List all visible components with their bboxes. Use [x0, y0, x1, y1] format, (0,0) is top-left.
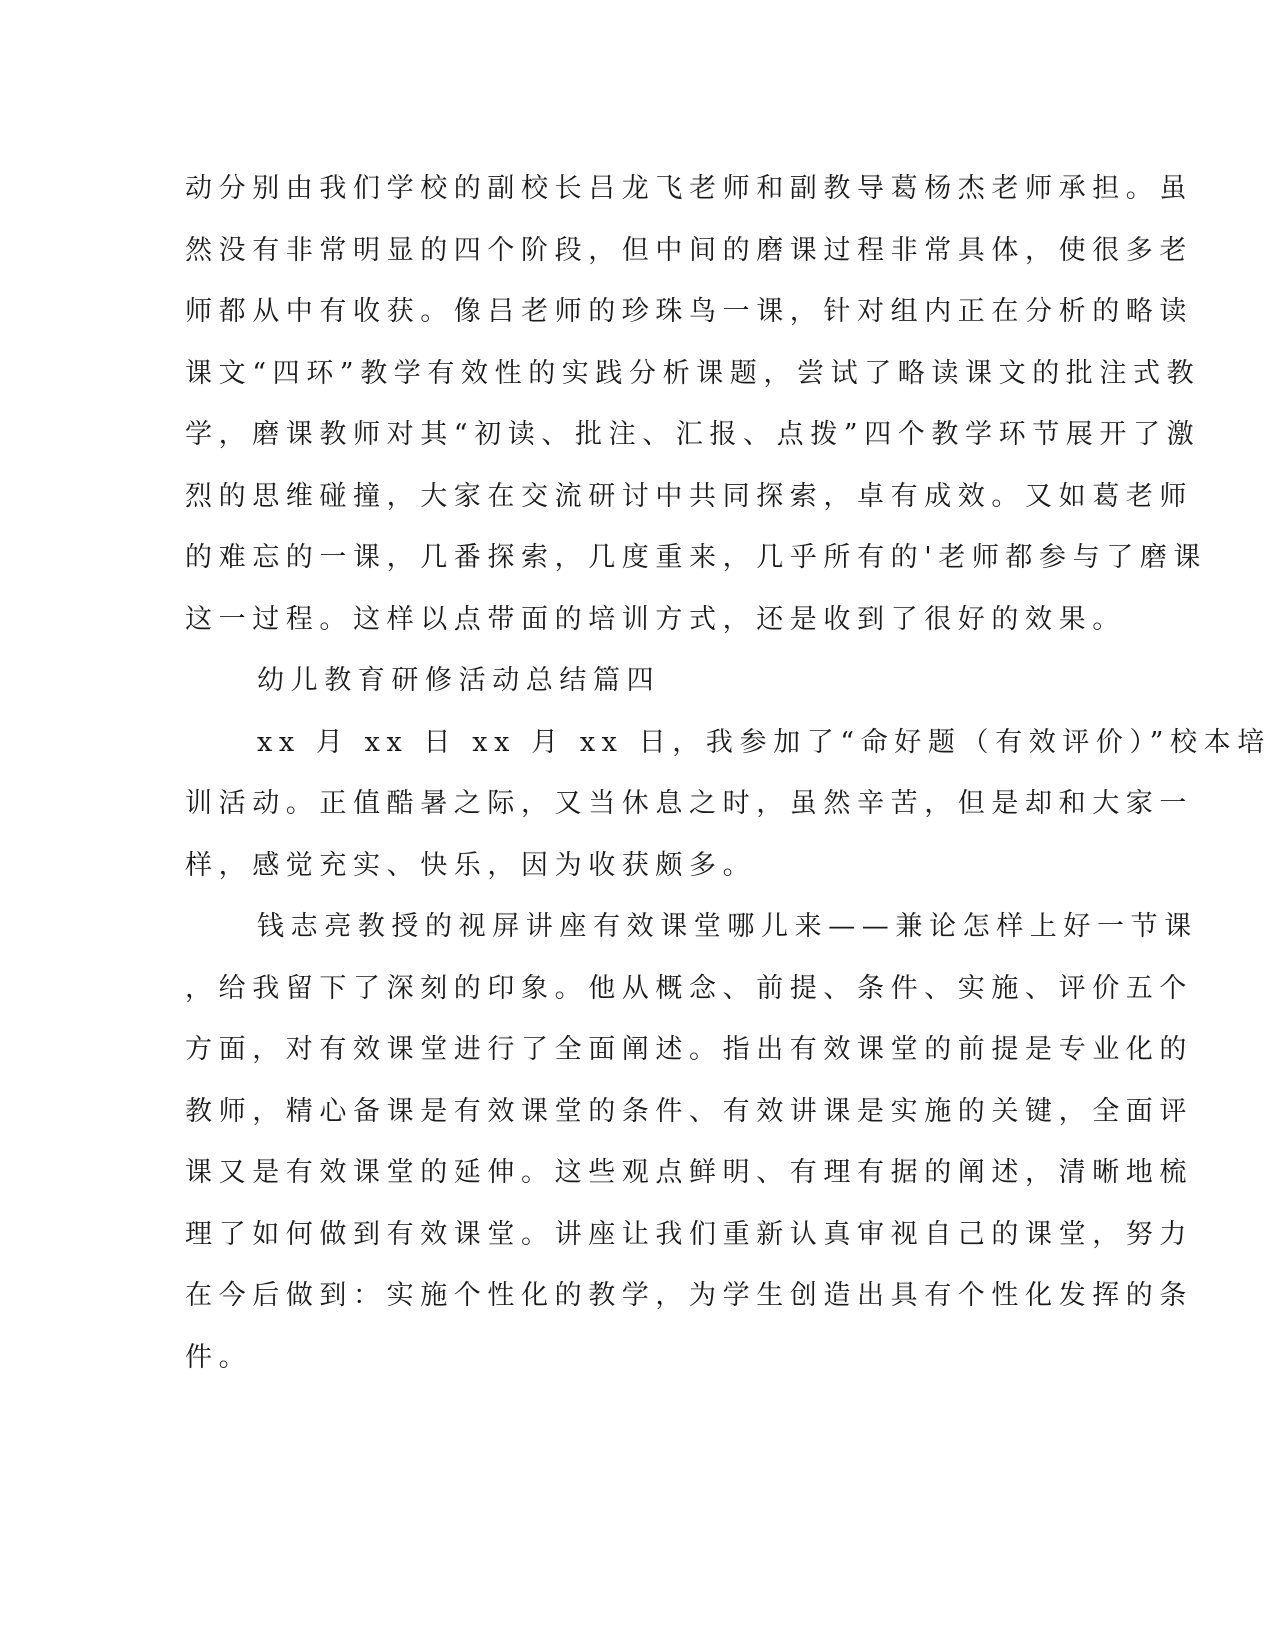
text-line: 然没有非常明显的四个阶段，但中间的磨课过程非常具体，使很多老	[185, 234, 1193, 266]
text-line: 训活动。正值酷暑之际，又当休息之时，虽然辛苦，但是却和大家一	[185, 788, 1193, 819]
text-line: 的难忘的一课，几番探索，几度重来，几乎所有的'老师都参与了磨课	[185, 542, 1208, 573]
section-heading	[185, 650, 1095, 712]
section-title: 幼儿教育研修活动总结篇四	[257, 665, 661, 696]
paragraph-training	[185, 712, 1271, 897]
text-line: 教师，精心备课是有效课堂的条件、有效讲课是实施的关键，全面评	[185, 1095, 1193, 1127]
text-line: 学，磨课教师对其“初读、批注、汇报、点拨”四个教学环节展开了激	[185, 419, 1201, 450]
document-body	[185, 158, 1271, 1388]
text-line: 方面，对有效课堂进行了全面阐述。指出有效课堂的前提是专业化的	[185, 1034, 1193, 1065]
text-line: 这一过程。这样以点带面的培训方式，还是收到了很好的效果。	[185, 603, 1126, 635]
text-line: 在今后做到：实施个性化的教学，为学生创造出具有个性化发挥的条	[185, 1280, 1193, 1311]
text-line: 课文“四环”教学有效性的实践分析课题，尝试了略读课文的批注式教	[185, 357, 1201, 389]
text-line: 钱志亮教授的视屏讲座有效课堂哪儿来——兼论怎样上好一节课	[257, 911, 1198, 942]
text-line: 师都从中有收获。像吕老师的珍珠鸟一课，针对组内正在分析的略读	[185, 296, 1193, 327]
text-line: 课又是有效课堂的延伸。这些观点鲜明、有理有据的阐述，清晰地梳	[185, 1157, 1193, 1188]
paragraph-lecture	[185, 896, 1198, 1388]
paragraph-continued	[185, 158, 1208, 650]
text-line: 烈的思维碰撞，大家在交流研讨中共同探索，卓有成效。又如葛老师	[185, 480, 1193, 512]
text-line: 理了如何做到有效课堂。讲座让我们重新认真审视自己的课堂，努力	[185, 1218, 1193, 1250]
text-line: 动分别由我们学校的副校长吕龙飞老师和副教导葛杨杰老师承担。虽	[185, 173, 1193, 204]
text-line: xx 月 xx 日 xx 月 xx 日，我参加了“命好题（有效评价）”校本培	[257, 726, 1271, 758]
text-line: 样，感觉充实、快乐，因为收获颇多。	[185, 849, 757, 881]
text-line: ，给我留下了深刻的印象。他从概念、前提、条件、实施、评价五个	[185, 972, 1193, 1004]
text-line: 件。	[185, 1341, 253, 1373]
